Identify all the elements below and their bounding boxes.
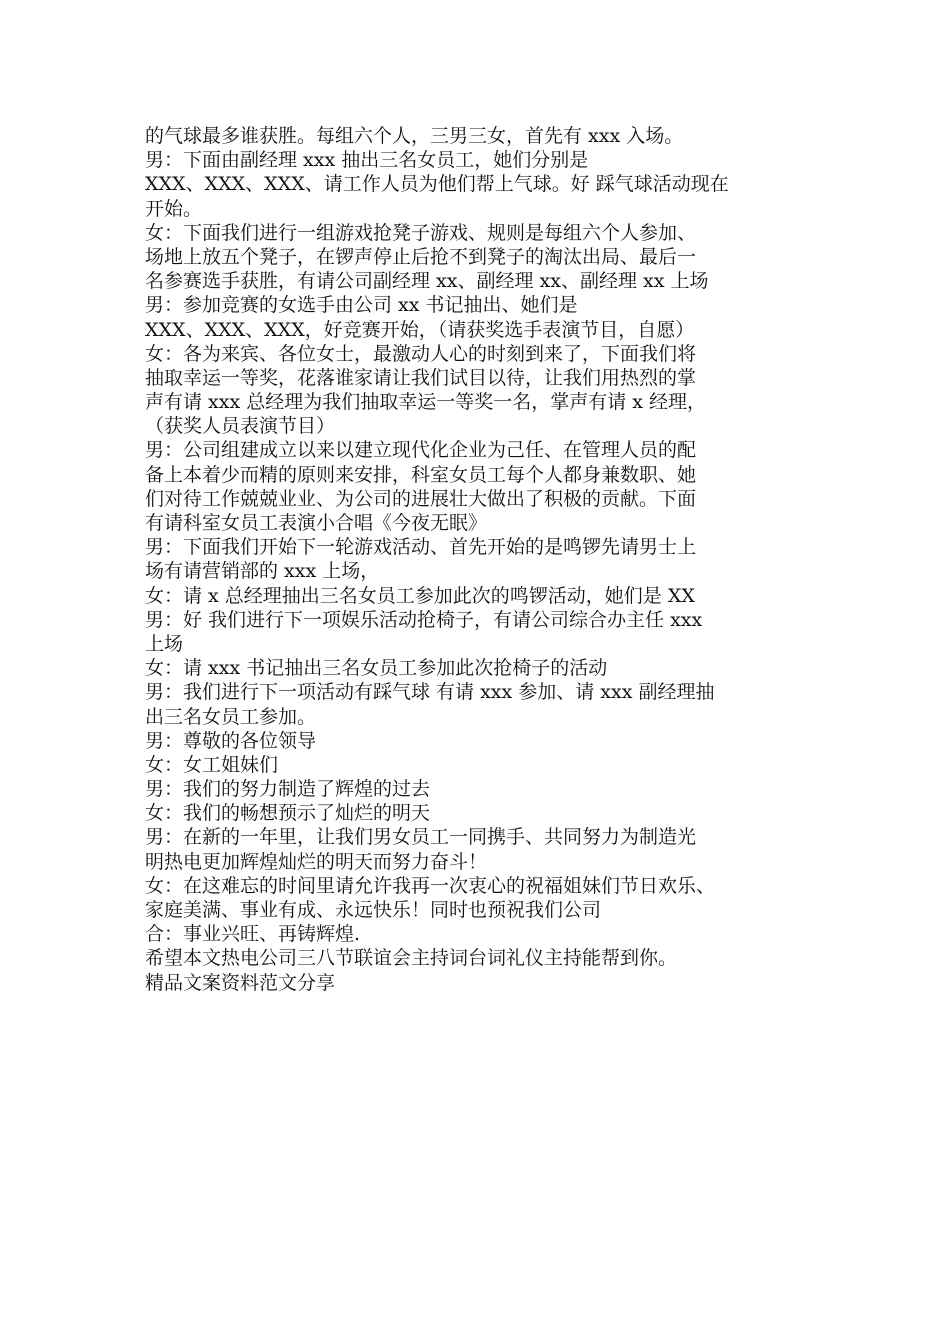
text-line: 场有请营销部的 xxx 上场， — [145, 560, 380, 583]
text-line: 精品文案资料范文分享 — [145, 971, 336, 994]
text-line: 有请科室女员工表演小合唱《今夜无眠》 — [145, 512, 488, 534]
text-line: 男：尊敬的各位领导 — [145, 729, 317, 752]
text-line: XXX、XXX、XXX，好竞赛开始，（请获奖选手表演节目，自愿） — [145, 318, 695, 341]
text-line: 女：请 x 总经理抽出三名女员工参加此次的鸣锣活动，她们是 XX — [145, 584, 695, 607]
text-line: 名参赛选手获胜，有请公司副经理 xx、副经理 xx、副经理 xx 上场 — [145, 270, 709, 293]
text-line: 男：在新的一年里，让我们男女员工一同携手、共同努力为制造光 — [145, 826, 697, 849]
text-line: 女：我们的畅想预示了灿烂的明天 — [145, 802, 431, 825]
text-line: 合：事业兴旺、再铸辉煌. — [145, 923, 361, 946]
text-line: 希望本文热电公司三八节联谊会主持词台词礼仪主持能帮到你。 — [145, 947, 678, 970]
text-line: 男：下面我们开始下一轮游戏活动、首先开始的是鸣锣先请男士上 — [145, 536, 697, 559]
text-line: 女：下面我们进行一组游戏抢凳子游戏、规则是每组六个人参加、 — [145, 221, 697, 244]
text-line: 上场 — [145, 632, 184, 655]
text-line: 女：各为来宾、各位女士，最激动人心的时刻到来了，下面我们将 — [145, 342, 697, 365]
text-line: 女：请 xxx 书记抽出三名女员工参加此次抢椅子的活动 — [145, 657, 608, 680]
text-line: （获奖人员表演节目） — [145, 415, 336, 438]
text-line: 男：下面由副经理 xxx 抽出三名女员工，她们分别是 — [145, 149, 589, 172]
text-line: 明热电更加辉煌灿烂的明天而努力奋斗！ — [145, 850, 488, 873]
text-line: 开始。 — [145, 197, 203, 220]
text-line: 女：在这难忘的时间里请允许我再一次衷心的祝福姐妹们节日欢乐、 — [145, 874, 716, 897]
text-line: 男：我们进行下一项活动有踩气球 有请 xxx 参加、请 xxx 副经理抽 — [145, 681, 715, 704]
text-line: 男：公司组建成立以来以建立现代化企业为己任、在管理人员的配 — [145, 439, 697, 462]
text-line: XXX、XXX、XXX、请工作人员为他们帮上气球。好 踩气球活动现在 — [145, 173, 729, 196]
text-line: 家庭美满、事业有成、永远快乐！同时也预祝我们公司 — [145, 899, 602, 921]
document-body — [145, 124, 815, 995]
text-line: 男：参加竞赛的女选手由公司 xx 书记抽出、她们是 — [145, 294, 578, 317]
text-line: 女：女工姐妹们 — [145, 753, 279, 776]
text-line: 出三名女员工参加。 — [145, 705, 317, 728]
text-line: 男：好 我们进行下一项娱乐活动抢椅子，有请公司综合办主任 xxx — [145, 608, 703, 631]
text-line: 场地上放五个凳子，在锣声停止后抢不到凳子的淘汰出局、最后一 — [145, 245, 697, 268]
text-line: 抽取幸运一等奖，花落谁家请让我们试目以待，让我们用热烈的掌 — [145, 366, 697, 389]
text-line: 备上本着少而精的原则来安排，科室女员工每个人都身兼数职、她 — [145, 463, 697, 486]
text-line: 的气球最多谁获胜。每组六个人，三男三女，首先有 xxx 入场。 — [145, 125, 684, 147]
text-line: 们对待工作兢兢业业、为公司的进展壮大做出了积极的贡献。下面 — [145, 487, 697, 510]
text-line: 男：我们的努力制造了辉煌的过去 — [145, 778, 431, 801]
text-line: 声有请 xxx 总经理为我们抽取幸运一等奖一名，掌声有请 x 经理， — [145, 391, 707, 414]
